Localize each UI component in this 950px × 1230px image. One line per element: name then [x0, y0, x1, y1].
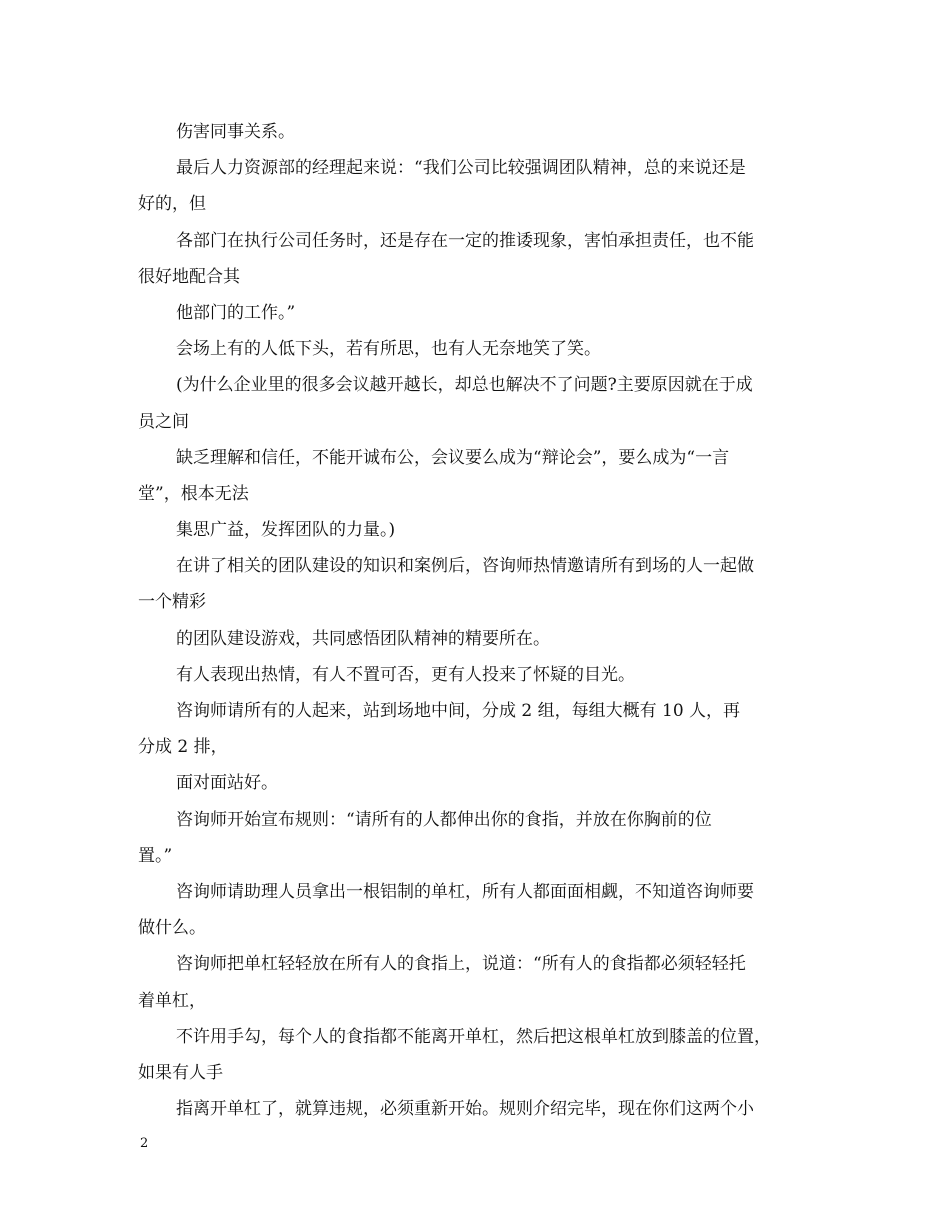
- text-line: 最后人力资源部的经理起来说：“我们公司比较强调团队精神，总的来说还是: [176, 158, 746, 179]
- text-line: 面对面站好。: [176, 773, 278, 794]
- text-line: 咨询师请所有的人起来，站到场地中间，分成 2 组，每组大概有 10 人，再: [176, 701, 741, 721]
- text-line: 集思广益，发挥团队的力量。): [176, 520, 396, 541]
- text-line: (为什么企业里的很多会议越开越长，却总也解决不了问题?主要原因就在于成: [176, 375, 753, 396]
- document-body: [138, 114, 818, 1127]
- text-line: 咨询师把单杠轻轻放在所有人的食指上，说道：“所有人的食指都必须轻轻托: [176, 954, 746, 975]
- page-number: 2: [140, 1136, 149, 1151]
- text-line: 很好地配合其: [138, 266, 240, 287]
- text-line: 着单杠，: [138, 990, 206, 1011]
- text-line: 员之间: [138, 411, 189, 432]
- text-line: 好的，但: [138, 194, 206, 215]
- text-line: 分成 2 排，: [138, 737, 228, 758]
- text-line: 会场上有的人低下头，若有所思，也有人无奈地笑了笑。: [176, 339, 601, 360]
- text-line: 他部门的工作。”: [176, 302, 296, 323]
- text-line: 如果有人手: [138, 1062, 223, 1083]
- text-line: 指离开单杠了，就算违规，必须重新开始。规则介绍完毕，现在你们这两个小: [176, 1099, 754, 1120]
- text-line: 咨询师请助理人员拿出一根铝制的单杠，所有人都面面相觑，不知道咨询师要: [176, 881, 754, 902]
- text-line: 各部门在执行公司任务时，还是存在一定的推诿现象，害怕承担责任，也不能: [176, 230, 754, 251]
- text-line: 不许用手勾，每个人的食指都不能离开单杠，然后把这根单杠放到膝盖的位置，: [176, 1026, 771, 1047]
- text-line: 缺乏理解和信任，不能开诚布公，会议要么成为“辩论会”，要么成为“一言: [176, 447, 730, 468]
- text-line: 的团队建设游戏，共同感悟团队精神的精要所在。: [176, 628, 550, 649]
- text-line: 堂”，根本无法: [138, 483, 249, 504]
- text-line: 做什么。: [138, 918, 206, 939]
- text-line: 在讲了相关的团队建设的知识和案例后，咨询师热情邀请所有到场的人一起做: [176, 556, 754, 577]
- text-line: 伤害同事关系。: [176, 122, 295, 142]
- text-line: 咨询师开始宣布规则：“请所有的人都伸出你的食指，并放在你胸前的位: [176, 809, 712, 830]
- text-line: 有人表现出热情，有人不置可否，更有人投来了怀疑的目光。: [176, 664, 635, 685]
- text-line: 置。”: [138, 845, 173, 866]
- text-line: 一个精彩: [138, 592, 206, 613]
